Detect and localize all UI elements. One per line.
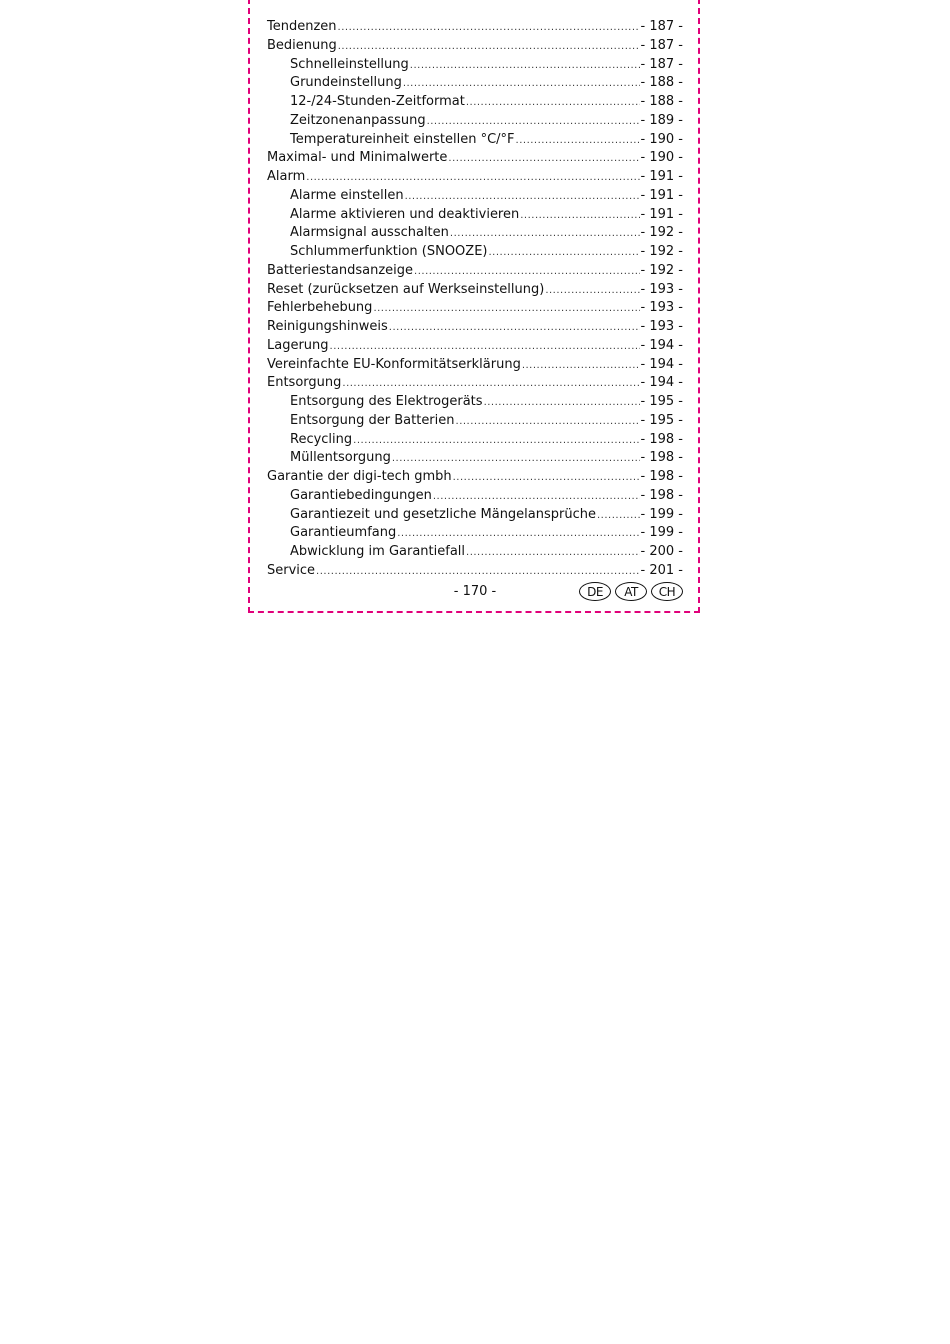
toc-entry-page: - 189 - xyxy=(640,112,683,128)
toc-dot-leader xyxy=(392,450,640,469)
toc-entry-page: - 188 - xyxy=(640,75,683,91)
toc-entry xyxy=(267,18,683,37)
toc-entry xyxy=(267,562,683,581)
toc-dot-leader xyxy=(466,94,640,113)
toc-entry-page: - 198 - xyxy=(640,450,683,466)
toc-entry-page: - 192 - xyxy=(640,225,683,241)
toc-entry-title: Grundeinstellung xyxy=(290,75,402,91)
toc-dot-leader xyxy=(433,488,640,507)
toc-entry-page: - 193 - xyxy=(640,281,683,297)
toc-entry xyxy=(267,149,683,168)
toc-dot-leader xyxy=(338,19,640,38)
toc-entry xyxy=(267,262,683,281)
toc-entry-title: Temperatureinheit einstellen °C/°F xyxy=(290,131,515,147)
toc-entry-title: Müllentsorgung xyxy=(290,450,391,466)
toc-entry xyxy=(267,449,683,468)
toc-dot-leader xyxy=(405,188,640,207)
toc-entry-page: - 195 - xyxy=(640,412,683,428)
toc-entry xyxy=(267,243,683,262)
toc-entry-title: Tendenzen xyxy=(267,19,337,34)
toc-entry-title: Lagerung xyxy=(267,337,329,353)
toc-entry xyxy=(267,431,683,450)
toc-entry-title: Vereinfachte EU-Konformitätserklärung xyxy=(267,356,521,372)
country-badge-de: DE xyxy=(579,582,611,601)
toc-dot-leader xyxy=(520,207,639,226)
toc-dot-leader xyxy=(484,394,640,413)
toc-entry-page: - 201 - xyxy=(640,562,683,578)
toc-entry-page: - 193 - xyxy=(640,319,683,334)
toc-entry xyxy=(267,206,683,225)
toc-entry-page: - 191 - xyxy=(640,169,683,184)
toc-dot-leader xyxy=(342,375,639,394)
toc-entry xyxy=(267,393,683,412)
toc-dot-leader xyxy=(353,432,639,451)
toc-entry xyxy=(267,543,683,562)
toc-dot-leader xyxy=(316,563,639,582)
toc-entry-title: Maximal- und Minimalwerte xyxy=(267,150,448,166)
toc-dot-leader xyxy=(397,525,639,544)
toc-entry-page: - 187 - xyxy=(640,37,683,53)
toc-entry-title: Fehlerbehebung xyxy=(267,300,373,316)
toc-dot-leader xyxy=(448,150,639,169)
toc-dot-leader xyxy=(414,263,640,282)
toc-entry xyxy=(267,412,683,431)
toc-entry-title: Reset (zurücksetzen auf Werkseinstellung) xyxy=(267,281,545,297)
toc-entry xyxy=(267,337,683,356)
toc-dot-leader xyxy=(330,338,640,357)
toc-entry-title: Entsorgung der Batterien xyxy=(290,412,455,428)
toc-entry xyxy=(267,299,683,318)
toc-entry-title: Garantiebedingungen xyxy=(290,487,432,503)
toc-dot-leader xyxy=(306,169,639,188)
toc-dot-leader xyxy=(545,282,639,301)
toc-dot-leader xyxy=(389,319,640,338)
toc-entry-page: - 194 - xyxy=(640,375,683,391)
toc-entry xyxy=(267,37,683,56)
toc-dot-leader xyxy=(427,113,640,132)
toc-dot-leader xyxy=(522,357,640,376)
toc-entry-title: Reinigungshinweis xyxy=(267,319,388,334)
toc-entry-page: - 199 - xyxy=(640,525,683,541)
toc-entry-page: - 187 - xyxy=(640,19,683,34)
toc-entry xyxy=(267,168,683,187)
toc-dot-leader xyxy=(456,413,640,432)
toc-entry-page: - 198 - xyxy=(640,469,683,484)
toc-entry-title: Recycling xyxy=(290,431,353,447)
toc-entry-title: Service xyxy=(267,562,316,578)
toc-entry-title: Alarme aktivieren und deaktivieren xyxy=(290,206,520,222)
toc-entry-page: - 193 - xyxy=(640,300,683,316)
toc-entry-title: Zeitzonenanpassung xyxy=(290,112,426,128)
toc-entry xyxy=(267,506,683,525)
toc-entry-page: - 190 - xyxy=(640,131,683,147)
toc-entry xyxy=(267,187,683,206)
toc-entry-page: - 192 - xyxy=(640,244,683,259)
toc-entry xyxy=(267,487,683,506)
toc-entry xyxy=(267,281,683,300)
toc-entry-page: - 188 - xyxy=(640,94,683,109)
toc-entry xyxy=(267,356,683,375)
page-number: - 170 - xyxy=(453,584,497,599)
toc-entry xyxy=(267,374,683,393)
toc-entry xyxy=(267,74,683,93)
toc-entry-title: Entsorgung des Elektrogeräts xyxy=(290,394,483,409)
toc-entry-title: Bedienung xyxy=(267,37,337,53)
toc-entry-page: - 194 - xyxy=(640,356,683,372)
toc-entry xyxy=(267,318,683,337)
country-badges xyxy=(579,582,683,601)
toc-entry-page: - 200 - xyxy=(640,544,683,559)
toc-entry-title: 12-/24-Stunden-Zeitformat xyxy=(290,94,465,109)
toc-entry-title: Garantie der digi-tech gmbh xyxy=(267,469,452,484)
toc-dot-leader xyxy=(516,132,640,151)
toc-entry-page: - 190 - xyxy=(640,150,683,166)
toc-entry-page: - 198 - xyxy=(640,431,683,447)
toc-entry-title: Garantieumfang xyxy=(290,525,397,541)
toc-dot-leader xyxy=(450,225,640,244)
toc-dot-leader xyxy=(338,38,640,57)
toc-entry-title: Alarm xyxy=(267,169,306,184)
toc-entry-page: - 191 - xyxy=(640,187,683,203)
toc-entry-page: - 199 - xyxy=(640,506,683,522)
country-badge-at: AT xyxy=(615,582,647,601)
toc-entry xyxy=(267,112,683,131)
toc-entry-title: Abwicklung im Garantiefall xyxy=(290,544,466,559)
toc-entry-title: Batteriestandsanzeige xyxy=(267,262,414,278)
toc-entry-page: - 194 - xyxy=(640,337,683,353)
toc-dot-leader xyxy=(466,544,640,563)
toc-entry-page: - 191 - xyxy=(640,206,683,222)
toc-entry-title: Alarmsignal ausschalten xyxy=(290,225,449,241)
toc-entry-page: - 198 - xyxy=(640,487,683,503)
table-of-contents xyxy=(267,18,683,581)
toc-entry xyxy=(267,224,683,243)
toc-dot-leader xyxy=(410,57,640,76)
toc-dot-leader xyxy=(453,469,640,488)
toc-entry-title: Alarme einstellen xyxy=(290,187,404,203)
toc-entry-title: Schnelleinstellung xyxy=(290,56,409,72)
toc-dot-leader xyxy=(488,244,639,263)
toc-entry-page: - 187 - xyxy=(640,56,683,72)
toc-entry xyxy=(267,56,683,75)
toc-entry-title: Schlummerfunktion (SNOOZE) xyxy=(290,244,488,259)
toc-entry-page: - 195 - xyxy=(640,394,683,409)
country-badge-ch: CH xyxy=(651,582,683,601)
toc-entry xyxy=(267,93,683,112)
toc-dot-leader xyxy=(597,507,640,526)
toc-entry xyxy=(267,468,683,487)
toc-entry-title: Garantiezeit und gesetzliche Mängelansprüche xyxy=(290,506,596,522)
toc-entry-page: - 192 - xyxy=(640,262,683,278)
toc-dot-leader xyxy=(373,300,639,319)
toc-entry xyxy=(267,524,683,543)
toc-entry-title: Entsorgung xyxy=(267,375,342,391)
toc-dot-leader xyxy=(403,75,640,94)
toc-entry xyxy=(267,131,683,150)
page-footer xyxy=(267,582,683,604)
